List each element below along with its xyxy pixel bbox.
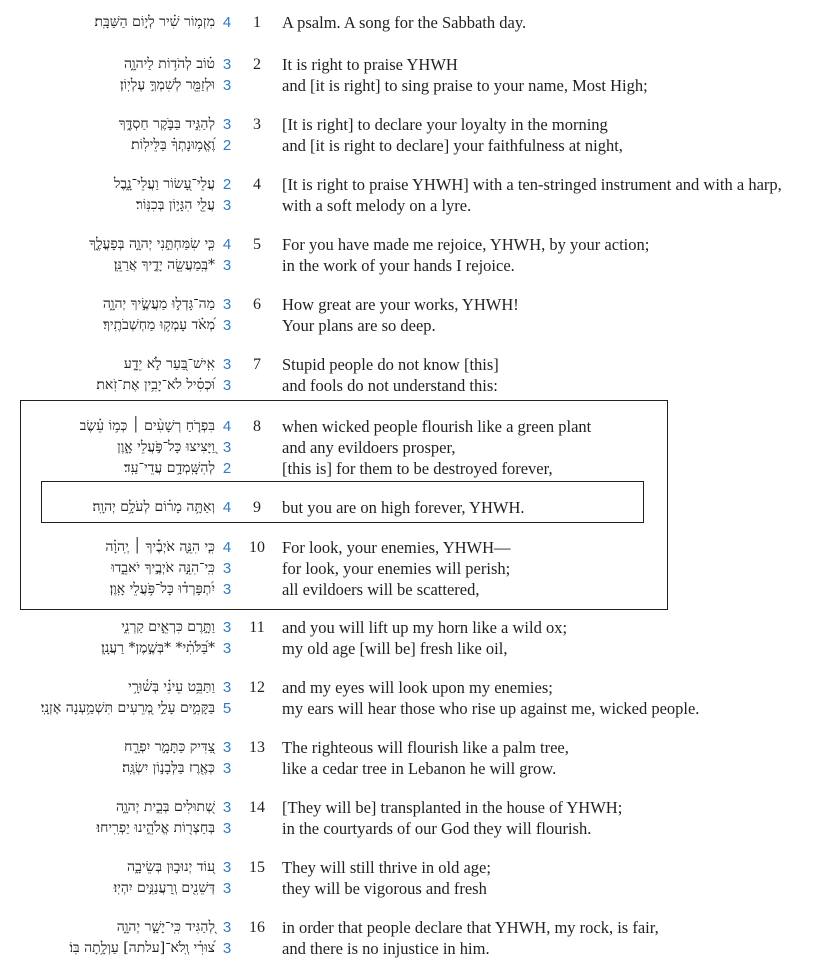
hebrew-text: דְּשֵׁנִ֖ים וְֽרַעֲנַנִּ֣ים יִהְיֽוּ׃ (113, 880, 215, 896)
verse-line (0, 416, 825, 437)
beat-count: 4 (222, 236, 232, 253)
verse-2 (0, 54, 825, 96)
english-text: [It is right] to declare your loyalty in the morning (282, 115, 608, 134)
hebrew-text: וַתָּ֣רֶם כִּרְאֵ֣ים קַרְנִ֑י (121, 619, 215, 635)
verse-number: 11 (249, 619, 265, 636)
beat-count: 4 (222, 499, 232, 516)
hebrew-text: לְהִשָּֽׁמְדָ֥ם עֲדֵי־עַֽד׃ (123, 460, 215, 476)
verse-line (0, 938, 825, 959)
verse-number: 2 (253, 56, 261, 73)
beat-count: 4 (222, 539, 232, 556)
verse-number: 5 (253, 236, 261, 253)
verse-number: 16 (249, 919, 265, 936)
english-text: in order that people declare that YHWH, my rock, is fair, (282, 918, 659, 937)
verse-number: 1 (253, 14, 261, 31)
hebrew-text: וַ֭יָּצִיצוּ כָּל־פֹּ֣עֲלֵי אָ֑וֶן (117, 439, 215, 455)
beat-count: 3 (222, 940, 232, 957)
hebrew-text: *בְּֽמַעֲשֵׂ֖ה יָדֶ֣יךָ אֲרַנֵּֽן׃ (113, 257, 215, 273)
beat-count: 3 (222, 257, 232, 274)
verse-7 (0, 354, 825, 396)
english-text: They will still thrive in old age; (282, 858, 491, 877)
verse-line (0, 878, 825, 899)
beat-count: 3 (222, 377, 232, 394)
verse-line (0, 135, 825, 156)
english-text: Stupid people do not know [this] (282, 355, 499, 374)
verse-12 (0, 677, 825, 719)
verse-line (0, 195, 825, 216)
verse-line (0, 354, 825, 375)
beat-count: 5 (222, 700, 232, 717)
verse-line (0, 537, 825, 558)
verse-number: 13 (249, 739, 265, 756)
verse-line (0, 617, 825, 638)
english-text: like a cedar tree in Lebanon he will grow. (282, 759, 557, 778)
beat-count: 3 (222, 679, 232, 696)
verse-line (0, 497, 825, 518)
english-text: when wicked people flourish like a green plant (282, 417, 592, 436)
english-text: and [it is right to declare] your faithfulness at night, (282, 136, 623, 155)
beat-count: 3 (222, 739, 232, 756)
verse-16 (0, 917, 825, 959)
verse-line (0, 818, 825, 839)
beat-count: 3 (222, 640, 232, 657)
verse-line (0, 917, 825, 938)
verse-4 (0, 174, 825, 216)
verse-line (0, 737, 825, 758)
hebrew-text: בְּחַצְר֖וֹת אֱלֹהֵ֣ינוּ יַפְרִֽיחוּ׃ (96, 820, 215, 836)
verse-number: 6 (253, 296, 261, 313)
english-text: my old age [will be] fresh like oil, (282, 639, 508, 658)
verse-9 (0, 497, 825, 518)
verse-line (0, 638, 825, 659)
verse-number: 7 (253, 356, 261, 373)
verse-line (0, 375, 825, 396)
verse-line (0, 315, 825, 336)
hebrew-text: וֶ֝אֱמ֥וּנָתְךָ֗ בַּלֵּילֽוֹת׃ (131, 137, 215, 153)
verse-11 (0, 617, 825, 659)
verse-number: 14 (249, 799, 265, 816)
english-text: [They will be] transplanted in the house of YHWH; (282, 798, 623, 817)
beat-count: 3 (222, 56, 232, 73)
english-text: in the courtyards of our God they will flourish. (282, 819, 592, 838)
verse-10 (0, 537, 825, 600)
hebrew-text: בִּפְרֹ֤חַ רְשָׁעִ֨ים ׀ כְּמ֥וֹ עֵ֗שֶׂב (79, 418, 215, 434)
beat-count: 3 (222, 560, 232, 577)
beat-count: 3 (222, 197, 232, 214)
beat-count: 3 (222, 820, 232, 837)
beat-count: 3 (222, 799, 232, 816)
hebrew-text: עֲלֵי־עָ֭שׂוֹר וַעֲלֵי־נָ֑בֶל (113, 176, 215, 192)
beat-count: 3 (222, 619, 232, 636)
verse-number: 3 (253, 116, 261, 133)
hebrew-text: כִּ֤י שִׂמַּחְתַּ֣נִי יְהוָ֣ה בְּפָעֳלֶ֑ךָ (89, 236, 215, 252)
verse-line (0, 677, 825, 698)
verse-13 (0, 737, 825, 779)
english-text: A psalm. A song for the Sabbath day. (282, 13, 527, 32)
english-text: with a soft melody on a lyre. (282, 196, 472, 215)
english-text: [this is] for them to be destroyed forever, (282, 459, 553, 478)
english-text: and any evildoers prosper, (282, 438, 456, 457)
verse-8 (0, 416, 825, 479)
verse-6 (0, 294, 825, 336)
verse-line (0, 458, 825, 479)
beat-count: 3 (222, 356, 232, 373)
hebrew-text: לְ֭הַגִּיד כִּֽי־יָשָׁ֣ר יְהוָ֑ה (116, 919, 215, 935)
verse-line (0, 12, 825, 33)
hebrew-text: *בַּ֝לֹּתִ֗י* *בְּשֶׁ֣מֶן* רַעֲנָֽן׃ (101, 640, 215, 656)
english-text: [It is right to praise YHWH] with a ten-stringed instrument and with a harp, (282, 175, 782, 194)
english-text: they will be vigorous and fresh (282, 879, 487, 898)
english-text: For you have made me rejoice, YHWH, by your action; (282, 235, 650, 254)
hebrew-text: וְאַתָּ֥ה מָר֗וֹם לְעֹלָ֥ם יְהוָֽה׃ (92, 499, 215, 515)
beat-count: 2 (222, 460, 232, 477)
hebrew-text: בַּקָּמִ֣ים עָלַ֣י מְ֭רֵעִים תִּשְׁמַ֥עְנָה אָזְנָֽי׃ (40, 700, 215, 716)
beat-count: 3 (222, 919, 232, 936)
hebrew-text: לְהַגִּ֣יד בַּבֹּ֣קֶר חַסְדֶּ֑ךָ (118, 116, 215, 132)
english-text: and my eyes will look upon my enemies; (282, 678, 553, 697)
hebrew-text: עֲלֵ֖י הִגָּי֣וֹן בְּכִנּֽוֹר׃ (135, 197, 215, 213)
hebrew-text: יִ֝תְפָּרְד֗וּ כָּל־פֹּ֥עֲלֵי אָֽוֶן׃ (109, 581, 215, 597)
verse-14 (0, 797, 825, 839)
verse-line (0, 54, 825, 75)
hebrew-text: ע֭וֹד יְנוּב֣וּן בְּשֵׂיבָ֑ה (127, 859, 215, 875)
hebrew-text: כִּ֤י הִנֵּ֪ה אֹיְבֶ֡יךָ ׀ יְֽהוָ֗ה (105, 539, 215, 555)
english-text: For look, your enemies, YHWH— (282, 538, 511, 557)
beat-count: 3 (222, 880, 232, 897)
verse-number: 4 (253, 176, 261, 193)
hebrew-text: מִזְמ֥וֹר שִׁ֗יר לְי֣וֹם הַשַּׁבָּֽת׃ (94, 14, 215, 30)
beat-count: 3 (222, 439, 232, 456)
verse-line (0, 579, 825, 600)
verse-15 (0, 857, 825, 899)
verse-1 (0, 12, 825, 33)
english-text: How great are your works, YHWH! (282, 295, 519, 314)
english-text: all evildoers will be scattered, (282, 580, 480, 599)
verse-number: 9 (253, 499, 261, 516)
verse-line (0, 857, 825, 878)
english-text: and fools do not understand this: (282, 376, 498, 395)
hebrew-text: וַתַּבֵּ֥ט עֵינִ֗י בְּשׁ֫וּרָ֥י (128, 679, 215, 695)
english-text: It is right to praise YHWH (282, 55, 458, 74)
english-text: but you are on high forever, YHWH. (282, 498, 525, 517)
hebrew-text: מְ֝אֹ֗ד עָמְק֥וּ מַחְשְׁבֹתֶֽיךָ׃ (103, 317, 215, 333)
english-text: Your plans are so deep. (282, 316, 436, 335)
hebrew-text: אִֽישׁ־בַּ֭עַר לֹ֣א יֵדָ֑ע (123, 356, 215, 372)
english-text: in the work of your hands I rejoice. (282, 256, 515, 275)
beat-count: 3 (222, 581, 232, 598)
beat-count: 4 (222, 14, 232, 31)
verse-line (0, 698, 825, 719)
english-text: and there is no injustice in him. (282, 939, 490, 958)
verse-5 (0, 234, 825, 276)
verse-line (0, 437, 825, 458)
hebrew-text: צ֝וּרִ֗י וְֽלֹא־[עלתה] עַוְלָ֥תָה בּֽוֹ׃ (69, 940, 215, 956)
hebrew-text: וּלְזַמֵּ֖ר לְשִׁמְךָ֣ עֶלְיֽוֹן׃ (119, 77, 215, 93)
beat-count: 2 (222, 176, 232, 193)
beat-count: 3 (222, 760, 232, 777)
verse-line (0, 758, 825, 779)
hebrew-text: ט֗וֹב לְהֹד֥וֹת לַיהוָ֑ה (123, 56, 215, 72)
hebrew-text: כְּאֶ֖רֶז בַּלְּבָנ֣וֹן יִשְׂגֶּֽה׃ (122, 760, 215, 776)
hebrew-text: כִּֽי־הִנֵּ֣ה אֹיְבֶ֣יךָ יֹאבֵ֑דוּ (111, 560, 215, 576)
verse-3 (0, 114, 825, 156)
beat-count: 2 (222, 137, 232, 154)
beat-count: 4 (222, 418, 232, 435)
verse-line (0, 75, 825, 96)
verse-line (0, 114, 825, 135)
beat-count: 3 (222, 317, 232, 334)
english-text: and [it is right] to sing praise to your name, Most High; (282, 76, 648, 95)
verse-number: 15 (249, 859, 265, 876)
beat-count: 3 (222, 859, 232, 876)
verse-number: 10 (249, 539, 265, 556)
english-text: for look, your enemies will perish; (282, 559, 511, 578)
hebrew-text: שְׁ֭תוּלִים בְּבֵ֣ית יְהוָ֑ה (116, 799, 215, 815)
hebrew-text: צַ֭דִּיק כַּתָּמָ֣ר יִפְרָ֑ח (124, 739, 215, 755)
verse-line (0, 558, 825, 579)
verse-line (0, 174, 825, 195)
verse-number: 8 (253, 418, 261, 435)
english-text: and you will lift up my horn like a wild ox; (282, 618, 568, 637)
hebrew-text: וּ֝כְסִ֗יל לֹא־יָבִ֥ין אֶת־זֹֽאת׃ (96, 377, 215, 393)
verse-line (0, 234, 825, 255)
verse-line (0, 255, 825, 276)
english-text: my ears will hear those who rise up against me, wicked people. (282, 699, 700, 718)
verse-line (0, 797, 825, 818)
hebrew-text: מַה־גָּדְל֣וּ מַעֲשֶׂ֣יךָ יְהוָ֑ה (102, 296, 215, 312)
verse-line (0, 294, 825, 315)
english-text: The righteous will flourish like a palm tree, (282, 738, 569, 757)
beat-count: 3 (222, 77, 232, 94)
beat-count: 3 (222, 296, 232, 313)
beat-count: 3 (222, 116, 232, 133)
verse-number: 12 (249, 679, 265, 696)
